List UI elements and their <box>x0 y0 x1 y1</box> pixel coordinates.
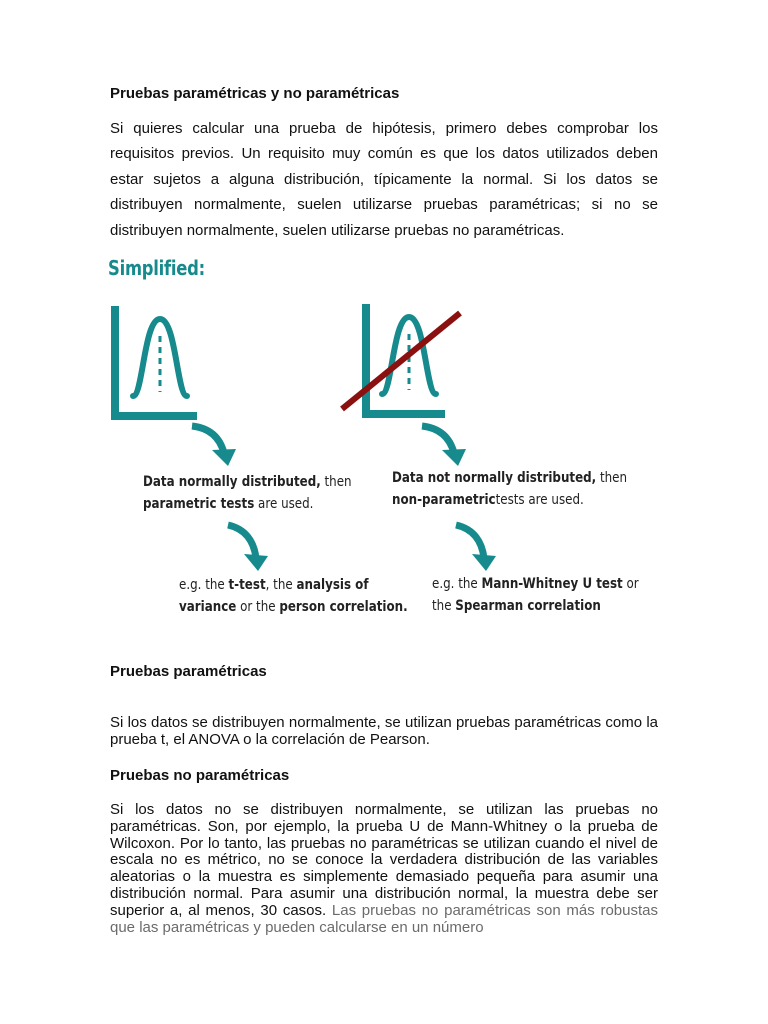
intro-paragraph: Si quieres calcular una prueba de hipótesis, primero debes comprobar los requisitos previos. Un requisito muy común es que los datos utilizados deben estar sujetos a alguna distribución, típicamente la normal. Si los datos se distribuyen normalmente, suelen utilizarse pruebas paramétricas; si no se distribuyen normalmente, suelen utilizarse pruebas no paramétricas. <box>110 120 658 239</box>
arrow-icon <box>228 525 268 571</box>
section-heading-parametric-nonparametric: Pruebas paramétricas y no paramétricas <box>110 85 400 102</box>
arrow-icon <box>422 426 466 466</box>
section-heading-nonparametric: Pruebas no paramétricas <box>110 767 290 784</box>
link-hypothesis-test[interactable]: prueba de hipótesis <box>289 120 432 137</box>
figure-title: Simplified: <box>108 256 205 280</box>
link-normal-distribution[interactable]: normal <box>483 170 529 188</box>
left-example: e.g. the t-test, the analysis of variance or the person correlation. <box>179 577 408 615</box>
right-caption: Data not normally distributed, then non-parametrictests are used. <box>392 470 628 508</box>
arrow-icon <box>192 426 236 466</box>
nonparametric-paragraph: Si los datos no se distribuyen normalmente, se utilizan las pruebas no paramétricas. Son, por ejemplo, la prueba U de Mann-Whitney o la prueba de Wilcoxon. Por lo tanto, las pruebas no paramétricas se utilizan cuando el nivel de escala no es métrico, no se conoce la verdadera distribución de las variables aleatorias o la muestra es simplemente demasiado pequeña para asumir una distribución normal. Para asumir una distribución normal, la muestra debe ser superior a, al menos, 30 casos. Las pruebas no paramétricas son más robustas que las paramétricas y pueden calcularse en un número <box>110 801 658 936</box>
right-example: e.g. the Mann-Whitney U test or the Spearman correlation <box>432 576 639 614</box>
simplified-figure <box>108 256 639 628</box>
section-heading-parametric: Pruebas paramétricas <box>110 663 267 680</box>
arrow-icon <box>456 525 496 571</box>
parametric-paragraph: Si los datos se distribuyen normalmente, se utilizan pruebas paramétricas como la prueba t, el ANOVA o la correlación de Pearson. <box>110 714 658 748</box>
left-caption: Data normally distributed, then parametric tests are used. <box>143 474 352 512</box>
normal-curve-icon <box>115 306 197 416</box>
